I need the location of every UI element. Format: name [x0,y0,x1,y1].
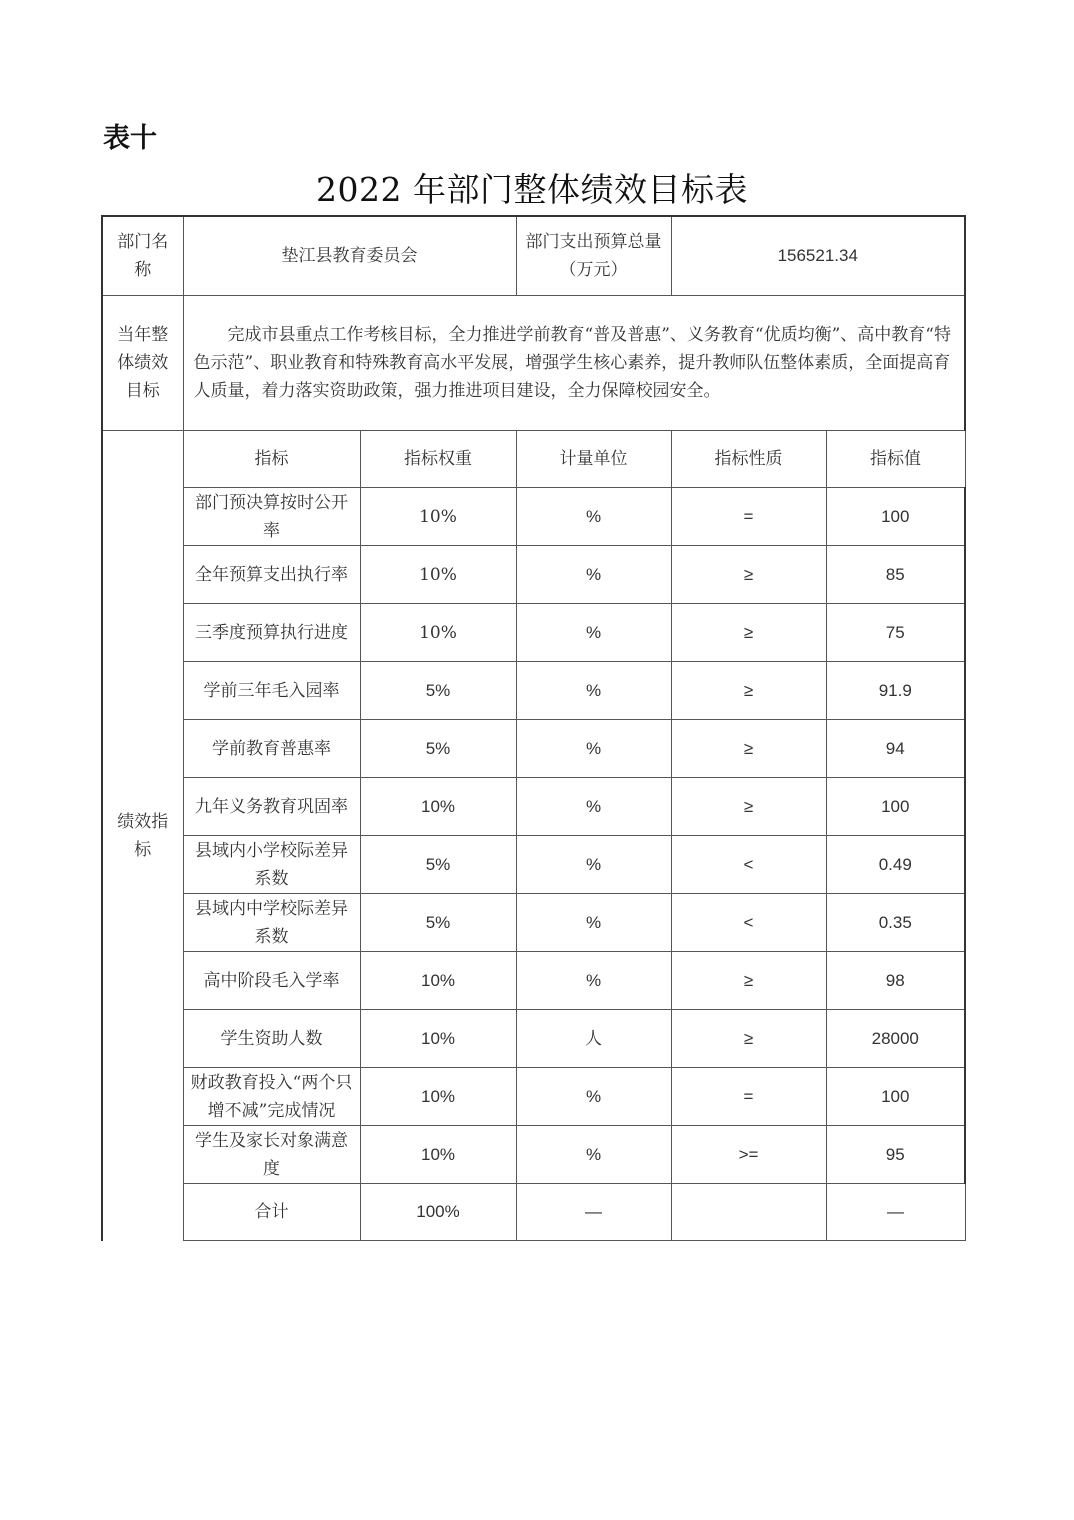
indicator-row [102,894,965,952]
indicator-header-row [102,431,965,488]
indicator-weight: 10% [360,952,516,1010]
annual-goal-row [102,296,965,431]
indicator-weight: 10% [360,604,516,662]
total-value: — [826,1184,965,1241]
indicator-nature: >= [671,1126,826,1184]
total-row [102,1184,965,1241]
indicator-value: 100 [826,778,965,836]
indicator-nature: ≥ [671,662,826,720]
indicator-name: 县域内中学校际差异系数 [183,894,360,952]
indicator-unit: % [516,1126,671,1184]
indicator-value: 100 [826,1068,965,1126]
indicator-name: 学生资助人数 [183,1010,360,1068]
indicator-weight: 5% [360,836,516,894]
department-name-label: 部门名称 [102,216,183,296]
indicator-name: 学前三年毛入园率 [183,662,360,720]
indicator-unit: % [516,836,671,894]
indicator-value: 75 [826,604,965,662]
indicator-weight: 10% [360,778,516,836]
indicator-weight: 5% [360,720,516,778]
indicator-nature: ≥ [671,720,826,778]
performance-indicators-label: 绩效指标 [102,431,183,1241]
indicator-nature: ≥ [671,952,826,1010]
indicator-row [102,952,965,1010]
indicator-row [102,488,965,546]
col-header-value: 指标值 [826,431,965,488]
indicator-nature: ≥ [671,1010,826,1068]
indicator-weight: 5% [360,894,516,952]
performance-target-table [101,215,966,1241]
indicator-nature: ≥ [671,546,826,604]
indicator-weight: 5% [360,662,516,720]
total-nature [671,1184,826,1241]
indicator-unit: % [516,546,671,604]
indicator-row [102,1126,965,1184]
col-header-indicator: 指标 [183,431,360,488]
annual-goal-label: 当年整体绩效目标 [102,296,183,431]
indicator-unit: 人 [516,1010,671,1068]
indicator-unit: % [516,604,671,662]
indicator-value: 0.49 [826,836,965,894]
indicator-name: 部门预决算按时公开率 [183,488,360,546]
total-unit: — [516,1184,671,1241]
indicator-row [102,662,965,720]
total-label: 合计 [183,1184,360,1241]
indicator-weight: 10% [360,1010,516,1068]
indicator-unit: % [516,778,671,836]
indicator-row [102,778,965,836]
budget-value: 156521.34 [671,216,965,296]
indicator-nature: = [671,488,826,546]
indicator-value: 94 [826,720,965,778]
document-title: 2022 年部门整体绩效目标表 [316,170,748,209]
indicator-weight: 10% [360,1068,516,1126]
indicator-unit: % [516,720,671,778]
budget-label: 部门支出预算总量（万元） [516,216,671,296]
indicator-row [102,546,965,604]
department-name: 垫江县教育委员会 [183,216,516,296]
indicator-name: 学前教育普惠率 [183,720,360,778]
indicator-row [102,720,965,778]
col-header-weight: 指标权重 [360,431,516,488]
indicator-unit: % [516,662,671,720]
indicator-value: 100 [826,488,965,546]
indicator-nature: < [671,836,826,894]
indicator-nature: ≥ [671,778,826,836]
indicator-name: 县域内小学校际差异系数 [183,836,360,894]
indicator-row [102,604,965,662]
indicator-name: 三季度预算执行进度 [183,604,360,662]
indicator-name: 高中阶段毛入学率 [183,952,360,1010]
indicator-row [102,1010,965,1068]
annual-goal-text: 完成市县重点工作考核目标，全力推进学前教育“普及普惠”、义务教育“优质均衡”、高中教育“特色示范”、职业教育和特殊教育高水平发展，增强学生核心素养，提升教师队伍整体素质，全面提高育人质量，着力落实资助政策，强力推进项目建设，全力保障校园安全。 [183,296,965,431]
indicator-row [102,1068,965,1126]
indicator-unit: % [516,488,671,546]
indicator-row [102,836,965,894]
indicator-value: 85 [826,546,965,604]
indicator-name: 财政教育投入“两个只增不减”完成情况 [183,1068,360,1126]
indicator-nature: = [671,1068,826,1126]
department-row [102,216,965,296]
indicator-name: 全年预算支出执行率 [183,546,360,604]
indicator-weight: 10% [360,1126,516,1184]
indicator-value: 91.9 [826,662,965,720]
indicator-nature: < [671,894,826,952]
indicator-unit: % [516,952,671,1010]
indicator-value: 95 [826,1126,965,1184]
total-weight: 100% [360,1184,516,1241]
indicator-value: 28000 [826,1010,965,1068]
indicator-unit: % [516,894,671,952]
indicator-unit: % [516,1068,671,1126]
indicator-value: 0.35 [826,894,965,952]
indicator-nature: ≥ [671,604,826,662]
indicator-weight: 10% [360,488,516,546]
col-header-unit: 计量单位 [516,431,671,488]
indicator-name: 九年义务教育巩固率 [183,778,360,836]
indicator-value: 98 [826,952,965,1010]
indicator-name: 学生及家长对象满意度 [183,1126,360,1184]
col-header-nature: 指标性质 [671,431,826,488]
table-number: 表十 [103,123,157,154]
indicator-weight: 10% [360,546,516,604]
